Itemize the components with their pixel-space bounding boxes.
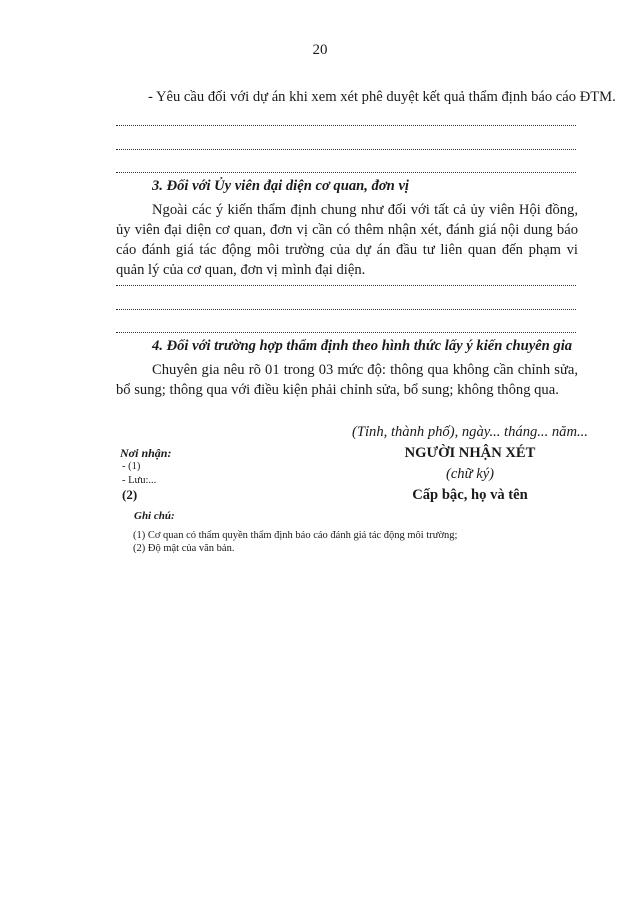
dotted-line	[116, 297, 576, 310]
signature-placeholder: (chữ ký)	[445, 466, 495, 482]
recipient-item: - (1)	[122, 461, 141, 472]
section-3-heading: 3. Đối với Ủy viên đại diện cơ quan, đơn vị	[152, 178, 409, 194]
recipient-item: - Lưu:...	[122, 475, 157, 486]
section-4-paragraph-text: Chuyên gia nêu rõ 01 trong 03 mức độ: thông qua không cần chỉnh sửa, bổ sung; thông qua với điều kiện phải chỉnh sửa, bổ sung; không thông qua.	[116, 362, 578, 398]
dotted-line	[116, 113, 576, 126]
notes-label: Ghi chú:	[134, 510, 175, 522]
section-3-paragraph-text: Ngoài các ý kiến thẩm định chung như đối với tất cả ủy viên Hội đồng, ủy viên đại diện cơ quan, đơn vị cần có thêm nhận xét, đánh giá nội dung báo cáo đánh giá tác động môi trường của dự án đầu tư liên quan đến phạm vi quản lý của cơ quan, đơn vị mình đại diện.	[116, 202, 578, 278]
section-4-heading: 4. Đối với trường hợp thẩm định theo hình thức lấy ý kiến chuyên gia	[152, 338, 573, 354]
dotted-line	[116, 320, 576, 333]
requirement-line: - Yêu cầu đối với dự án khi xem xét phê duyệt kết quả thẩm định báo cáo ĐTM.	[148, 89, 616, 105]
note-item: (2) Độ mật của văn bản.	[133, 543, 235, 554]
dotted-line	[116, 160, 576, 173]
page-number: 20	[312, 42, 328, 58]
dotted-line	[116, 137, 576, 150]
dotted-line	[116, 273, 576, 286]
signer-title: NGƯỜI NHẬN XÉT	[404, 445, 536, 461]
recipient-marker: (2)	[122, 487, 138, 502]
section-4-paragraph	[116, 360, 578, 400]
recipients-label: Nơi nhận:	[120, 446, 172, 460]
section-3-paragraph	[116, 200, 578, 280]
signer-name: Cấp bậc, họ và tên	[412, 487, 528, 503]
place-date: (Tỉnh, thành phố), ngày... tháng... năm...	[352, 424, 588, 440]
note-item: (1) Cơ quan có thẩm quyền thẩm định báo cáo đánh giá tác động môi trường;	[133, 530, 458, 541]
